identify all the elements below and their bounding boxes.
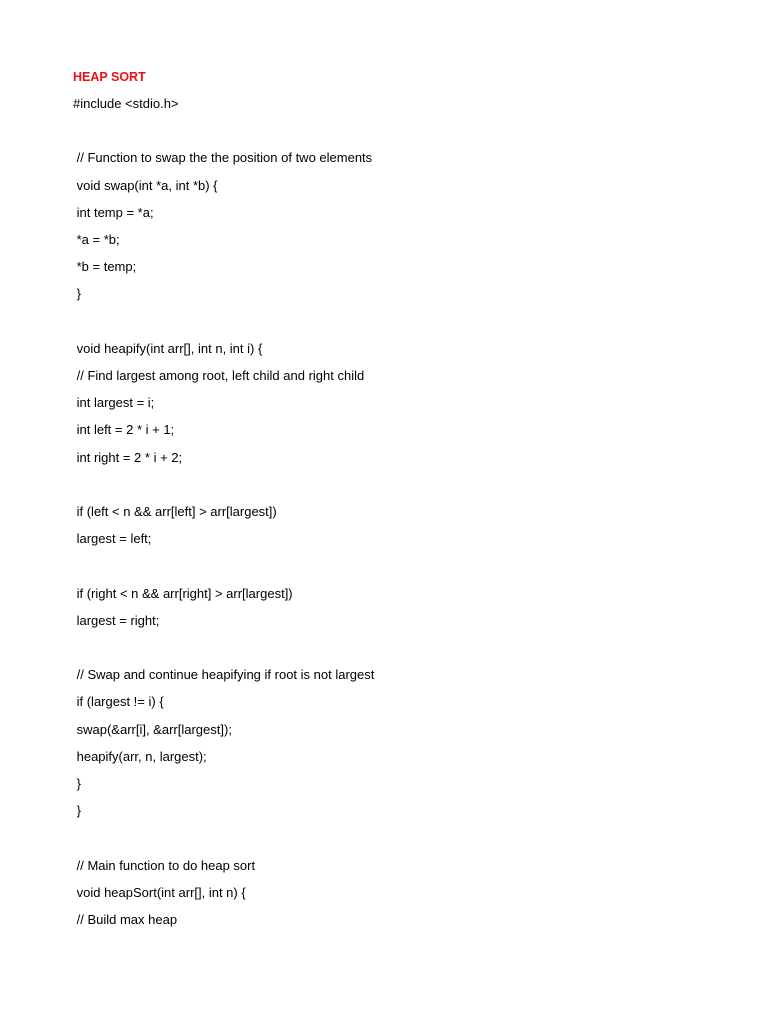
code-line: *a = *b; — [73, 232, 120, 247]
code-line: #include <stdio.h> — [73, 96, 179, 111]
code-line: } — [73, 803, 81, 819]
code-line: int left = 2 * i + 1; — [73, 422, 175, 438]
code-line: largest = right; — [73, 612, 160, 628]
code-line: // Find largest among root, left child and right child — [73, 368, 365, 383]
code-line: int right = 2 * i + 2; — [73, 449, 183, 465]
code-line: // Build max heap — [73, 912, 178, 927]
code-line: void heapSort(int arr[], int n) { — [73, 884, 246, 900]
code-line: } — [73, 286, 81, 302]
code-line: void swap(int *a, int *b) { — [73, 177, 218, 193]
code-line: // Main function to do heap sort — [73, 857, 256, 873]
code-line: if (left < n && arr[left] > arr[largest]) — [73, 504, 277, 519]
code-line: void heapify(int arr[], int n, int i) { — [73, 340, 263, 356]
code-line: } — [73, 776, 81, 791]
code-line: *b = temp; — [73, 259, 137, 275]
code-line: // Swap and continue heapifying if root is not largest — [73, 667, 375, 683]
code-line: if (largest != i) { — [73, 694, 164, 710]
code-line: if (right < n && arr[right] > arr[largest]) — [73, 585, 293, 601]
code-line: heapify(arr, n, largest); — [73, 748, 207, 764]
document-title: HEAP SORT — [73, 70, 146, 84]
code-line: int largest = i; — [73, 395, 155, 411]
code-line: swap(&arr[i], &arr[largest]); — [73, 721, 232, 737]
code-line: largest = left; — [73, 531, 152, 547]
code-line: // Function to swap the the position of two elements — [73, 150, 373, 166]
code-line: int temp = *a; — [73, 204, 154, 220]
